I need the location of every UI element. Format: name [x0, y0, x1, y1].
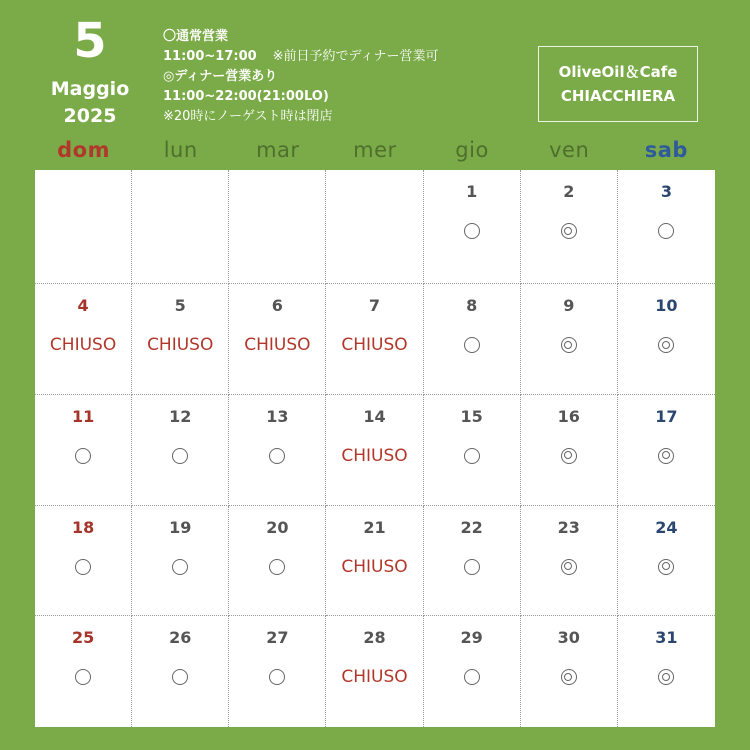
normal-hours-icon — [424, 662, 520, 692]
dinner-hours-icon — [618, 552, 715, 582]
normal-hours-icon — [132, 441, 228, 471]
calendar-day-cell — [521, 395, 618, 506]
day-number: 12 — [169, 406, 192, 426]
calendar-day-cell — [424, 506, 521, 617]
calendar-empty-cell — [326, 170, 423, 284]
month-number: 5 — [73, 13, 107, 69]
calendar-day-cell — [618, 616, 715, 727]
dinner-hours-time: 11:00~22:00(21:00LO) — [163, 89, 329, 104]
weekday-label: dom — [57, 138, 110, 162]
normal-hours-row — [163, 47, 439, 67]
day-number: 11 — [71, 406, 95, 426]
closed-label: CHIUSO — [341, 667, 408, 688]
normal-hours-icon — [229, 552, 325, 582]
calendar-day-cell — [35, 616, 132, 727]
day-number: 3 — [660, 182, 672, 201]
calendar-day-cell — [35, 284, 132, 395]
day-number: 16 — [557, 406, 580, 426]
calendar-day-cell — [618, 506, 715, 617]
calendar-day-cell — [424, 170, 521, 284]
closed-label: CHIUSO — [49, 335, 117, 355]
calendar-day-cell — [521, 506, 618, 617]
normal-hours-icon — [424, 441, 520, 471]
dinner-hours-title: ◎ディナー営業あり — [163, 69, 278, 84]
day-number: 14 — [363, 406, 386, 426]
calendar-day-cell — [229, 395, 326, 506]
closed-label: CHIUSO — [244, 335, 311, 355]
day-number: 5 — [174, 296, 186, 315]
calendar-day-cell — [229, 284, 326, 395]
calendar-day-cell — [424, 616, 521, 727]
year: 2025 — [63, 105, 117, 127]
day-number: 30 — [557, 628, 580, 648]
day-number: 28 — [363, 628, 386, 648]
normal-hours-icon — [424, 552, 520, 582]
dinner-hours-icon — [521, 330, 617, 360]
dinner-hours-icon — [521, 441, 617, 471]
weekday-label: mar — [256, 138, 300, 162]
weekday-label: gio — [455, 138, 489, 162]
calendar-empty-cell — [35, 170, 132, 284]
day-number: 26 — [169, 628, 192, 648]
day-number: 24 — [655, 517, 678, 537]
calendar-day-cell — [132, 506, 229, 617]
normal-hours-icon — [132, 552, 228, 582]
calendar-grid — [35, 170, 715, 727]
day-number: 22 — [460, 517, 483, 537]
calendar-day-cell — [132, 284, 229, 395]
day-number: 31 — [655, 628, 678, 648]
day-number: 17 — [655, 406, 678, 426]
dinner-hours-note: ※20時にノーゲスト時は閉店 — [163, 109, 333, 124]
day-number: 25 — [71, 628, 95, 648]
shop-name-line2: CHIACCHIERA — [560, 87, 676, 105]
calendar-day-cell — [229, 506, 326, 617]
day-number: 27 — [266, 628, 289, 648]
calendar-day-cell — [326, 616, 423, 727]
weekday-label: mer — [353, 138, 397, 162]
calendar-day-cell — [521, 616, 618, 727]
closed-label: CHIUSO — [147, 335, 214, 355]
dinner-hours-icon — [618, 441, 715, 471]
shop-name-box — [538, 46, 698, 122]
day-number: 8 — [466, 296, 478, 315]
calendar-day-cell — [326, 395, 423, 506]
calendar-day-cell — [618, 284, 715, 395]
normal-hours-icon — [35, 552, 131, 582]
shop-name-line1: OliveOil＆Cafe — [558, 63, 678, 81]
closed-label: CHIUSO — [341, 445, 408, 466]
day-number: 7 — [368, 296, 381, 315]
normal-hours-title: 〇通常営業 — [163, 29, 229, 44]
calendar-day-cell — [326, 284, 423, 395]
day-number: 23 — [557, 517, 580, 537]
normal-hours-note: ※前日予約でディナー営業可 — [272, 49, 439, 64]
calendar-day-cell — [424, 284, 521, 395]
month-name: Maggio — [50, 78, 130, 100]
day-number: 15 — [460, 406, 483, 426]
normal-hours-icon — [229, 662, 325, 692]
day-number: 29 — [460, 628, 483, 648]
dinner-hours-icon — [618, 330, 715, 360]
closed-label: CHIUSO — [341, 556, 408, 577]
calendar-day-cell — [618, 395, 715, 506]
calendar-day-cell — [424, 395, 521, 506]
weekday-header-row — [35, 135, 715, 165]
normal-hours-icon — [35, 662, 131, 692]
day-number: 2 — [563, 182, 575, 201]
weekday-label: sab — [644, 138, 688, 162]
normal-hours-icon — [132, 662, 228, 692]
calendar-day-cell — [229, 616, 326, 727]
day-number: 9 — [563, 296, 575, 315]
day-number: 21 — [363, 517, 386, 537]
day-number: 20 — [266, 517, 289, 537]
dinner-hours-icon — [618, 662, 715, 692]
calendar-day-cell — [521, 284, 618, 395]
day-number: 18 — [71, 517, 95, 537]
day-number: 6 — [271, 296, 283, 315]
dinner-hours-icon — [521, 662, 617, 692]
day-number: 1 — [466, 182, 478, 201]
day-number: 10 — [655, 296, 678, 315]
calendar-day-cell — [521, 170, 618, 284]
business-hours-info — [163, 27, 439, 127]
calendar-day-cell — [132, 395, 229, 506]
normal-hours-icon — [424, 330, 520, 360]
closed-label: CHIUSO — [341, 335, 408, 355]
normal-hours-time: 11:00~17:00 — [163, 49, 257, 64]
day-number: 13 — [266, 406, 289, 426]
day-number: 19 — [169, 517, 192, 537]
calendar-day-cell — [326, 506, 423, 617]
normal-hours-icon — [229, 441, 325, 471]
calendar-empty-cell — [132, 170, 229, 284]
normal-hours-icon — [35, 441, 131, 471]
calendar-day-cell — [35, 395, 132, 506]
day-number: 4 — [77, 296, 89, 315]
weekday-label: lun — [163, 138, 198, 162]
calendar-day-cell — [618, 170, 715, 284]
calendar-day-cell — [132, 616, 229, 727]
normal-hours-icon — [618, 216, 715, 246]
normal-hours-icon — [424, 216, 520, 246]
calendar-empty-cell — [229, 170, 326, 284]
dinner-hours-icon — [521, 216, 617, 246]
weekday-label: ven — [549, 138, 590, 162]
calendar-day-cell — [35, 506, 132, 617]
dinner-hours-icon — [521, 552, 617, 582]
